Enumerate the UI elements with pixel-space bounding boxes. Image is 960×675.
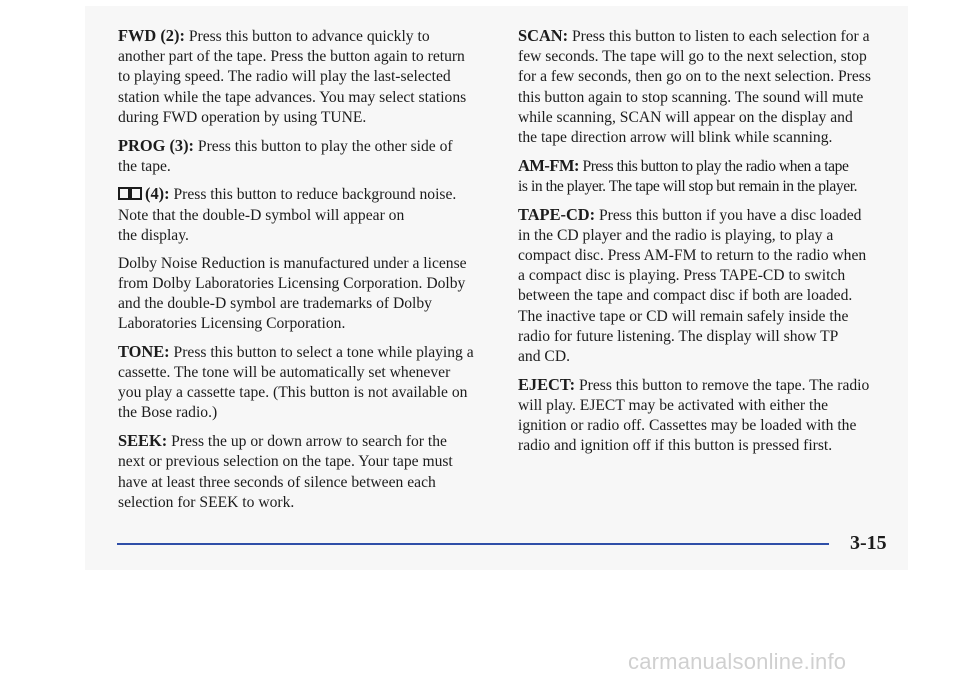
paragraph-4 bbox=[118, 184, 496, 246]
paragraph-text: station while the tape advances. You may select stations bbox=[118, 88, 467, 106]
paragraph-text: selection for SEEK to work. bbox=[118, 493, 295, 511]
paragraph-heading: PROG (3): bbox=[118, 135, 195, 155]
paragraph-text: the tape. bbox=[118, 157, 171, 175]
paragraph-prog-3 bbox=[118, 136, 496, 177]
text-line bbox=[518, 436, 896, 456]
content-panel bbox=[85, 6, 908, 570]
paragraph-note bbox=[118, 254, 496, 335]
left-column bbox=[118, 26, 496, 520]
paragraph-text: The inactive tape or CD will remain safely inside the bbox=[518, 307, 849, 325]
page-number: 3-15 bbox=[850, 532, 887, 554]
paragraph-text: during FWD operation by using TUNE. bbox=[118, 108, 367, 126]
paragraph-am-fm bbox=[518, 156, 896, 197]
text-line bbox=[518, 307, 896, 327]
text-line bbox=[518, 156, 896, 177]
text-line bbox=[518, 67, 896, 87]
paragraph-text: Laboratories Licensing Corporation. bbox=[118, 315, 346, 333]
paragraph-text: this button again to stop scanning. The sound will mute bbox=[518, 88, 864, 106]
dolby-double-d-icon bbox=[118, 187, 142, 200]
text-line bbox=[518, 375, 896, 396]
text-line bbox=[118, 363, 496, 383]
text-line bbox=[518, 347, 896, 367]
text-line bbox=[518, 205, 896, 226]
text-line bbox=[518, 88, 896, 108]
text-line bbox=[518, 26, 896, 47]
paragraph-heading: TONE: bbox=[118, 341, 170, 361]
paragraph-text: Note that the double-D symbol will appear on bbox=[118, 206, 405, 224]
paragraph-heading: (4): bbox=[145, 184, 170, 204]
text-line bbox=[518, 226, 896, 246]
text-line bbox=[518, 177, 896, 197]
text-line bbox=[518, 286, 896, 306]
paragraph-tape-cd bbox=[518, 205, 896, 368]
paragraph-text: and the double-D symbol are trademarks of Dolby bbox=[118, 294, 432, 312]
text-line bbox=[118, 136, 496, 157]
text-line bbox=[118, 157, 496, 177]
paragraph-text: few seconds. The tape will go to the next selection, stop bbox=[518, 48, 867, 66]
text-line bbox=[118, 431, 496, 452]
paragraph-text: is in the player. The tape will stop but remain in the player. bbox=[518, 177, 858, 195]
text-line bbox=[518, 416, 896, 436]
paragraph-text: to playing speed. The radio will play the last-selected bbox=[118, 68, 451, 86]
paragraph-text: will play. EJECT may be activated with either the bbox=[518, 396, 829, 414]
paragraph-text: while scanning, SCAN will appear on the display and bbox=[518, 108, 853, 126]
text-line bbox=[118, 26, 496, 47]
paragraph-heading: FWD (2): bbox=[118, 26, 185, 45]
paragraph-heading: AM-FM: bbox=[518, 155, 580, 175]
paragraph-scan bbox=[518, 26, 896, 148]
text-line bbox=[118, 452, 496, 472]
text-line bbox=[118, 274, 496, 294]
paragraph-seek bbox=[118, 431, 496, 513]
right-column bbox=[518, 26, 896, 464]
paragraph-heading: SEEK: bbox=[118, 431, 168, 451]
text-line bbox=[518, 47, 896, 67]
paragraph-text: Press this button to play the other side of bbox=[197, 137, 453, 155]
paragraph-text: and CD. bbox=[518, 348, 570, 366]
text-line bbox=[118, 342, 496, 363]
text-line bbox=[518, 327, 896, 347]
text-line bbox=[118, 67, 496, 87]
paragraph-text: the tape direction arrow will blink while scanning. bbox=[518, 129, 833, 147]
paragraph-heading: EJECT: bbox=[518, 374, 576, 394]
paragraph-text: Dolby Noise Reduction is manufactured under a license bbox=[118, 254, 467, 272]
text-line bbox=[518, 396, 896, 416]
text-line bbox=[118, 294, 496, 314]
text-line bbox=[118, 254, 496, 274]
paragraph-text: next or previous selection on the tape. Your tape must bbox=[118, 453, 453, 471]
paragraph-text: Press this button to advance quickly to bbox=[188, 28, 430, 45]
text-line bbox=[518, 266, 896, 286]
paragraph-text: a compact disc is playing. Press TAPE-CD to switch bbox=[518, 267, 846, 285]
paragraph-text: Press the up or down arrow to search for the bbox=[171, 433, 447, 451]
text-line bbox=[518, 246, 896, 266]
paragraph-text: radio and ignition off if this button is pressed first. bbox=[518, 437, 833, 455]
paragraph-text: Press this button to remove the tape. The radio bbox=[578, 376, 870, 394]
paragraph-text: you play a cassette tape. (This button is not available on bbox=[118, 384, 468, 402]
paragraph-text: Press this button if you have a disc loaded bbox=[599, 206, 862, 224]
text-line bbox=[518, 128, 896, 148]
text-line bbox=[518, 108, 896, 128]
paragraph-text: Press this button to select a tone while playing a bbox=[173, 343, 474, 361]
paragraph-eject bbox=[518, 375, 896, 457]
paragraph-text: Press this button to play the radio when a tape bbox=[582, 157, 849, 175]
footer-rule bbox=[117, 543, 829, 545]
paragraph-text: in the CD player and the radio is playing, to play a bbox=[518, 226, 834, 244]
text-line bbox=[118, 314, 496, 334]
text-line bbox=[118, 108, 496, 128]
paragraph-text: compact disc. Press AM-FM to return to the radio when bbox=[518, 247, 867, 265]
watermark-link[interactable]: carmanualsonline.info bbox=[628, 649, 847, 674]
text-line bbox=[118, 493, 496, 513]
paragraph-heading: TAPE-CD: bbox=[518, 204, 596, 224]
paragraph-text: ignition or radio off. Cassettes may be loaded with the bbox=[518, 417, 857, 435]
text-line bbox=[118, 226, 496, 246]
paragraph-text: between the tape and compact disc if both are loaded. bbox=[518, 287, 853, 305]
paragraph-heading: SCAN: bbox=[518, 26, 569, 45]
paragraph-text: Press this button to listen to each selection for a bbox=[572, 28, 870, 45]
paragraph-text: from Dolby Laboratories Licensing Corporation. Dolby bbox=[118, 274, 466, 292]
paragraph-text: the display. bbox=[118, 226, 189, 244]
text-line bbox=[118, 184, 496, 205]
paragraph-text: for a few seconds, then go on to the next selection. Press bbox=[518, 68, 871, 86]
text-line bbox=[118, 473, 496, 493]
paragraph-fwd-2 bbox=[118, 26, 496, 128]
paragraph-tone bbox=[118, 342, 496, 424]
text-line bbox=[118, 206, 496, 226]
paragraph-text: have at least three seconds of silence between each bbox=[118, 473, 436, 491]
paragraph-text: Press this button to reduce background noise. bbox=[173, 186, 457, 204]
paragraph-text: cassette. The tone will be automatically set whenever bbox=[118, 364, 451, 382]
text-line bbox=[118, 47, 496, 67]
text-line bbox=[118, 383, 496, 403]
text-line bbox=[118, 403, 496, 423]
text-line bbox=[118, 88, 496, 108]
paragraph-text: radio for future listening. The display will show TP bbox=[518, 327, 839, 345]
paragraph-text: another part of the tape. Press the button again to return bbox=[118, 48, 465, 66]
paragraph-text: the Bose radio.) bbox=[118, 404, 218, 422]
